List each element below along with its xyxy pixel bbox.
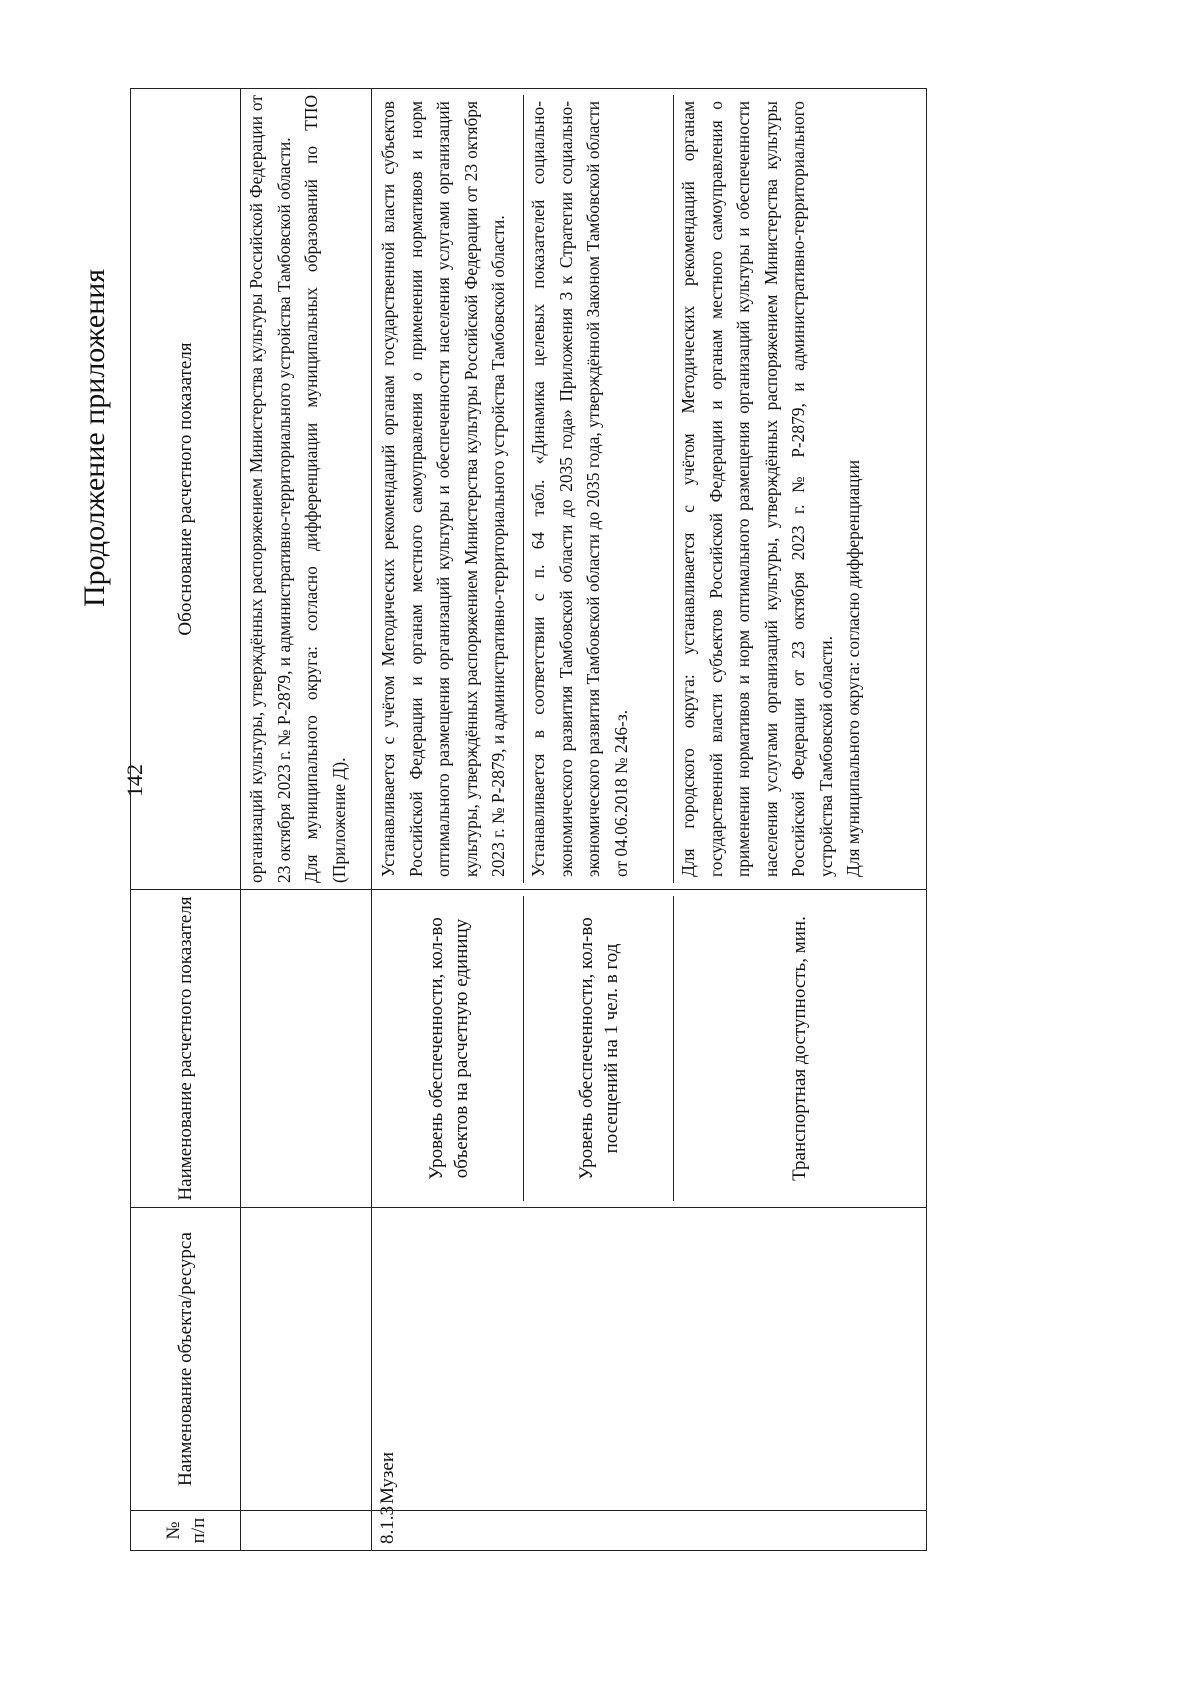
justification-supply-visits: Устанавливается в соответствии с п. 64 табл. «Динамика целевых показателей социально-экономического развития Тамбовской области до 2035 года» Приложения 3 к Стратегии социально-экономического развития Тамбовской области до 2035 года, утверждённой Законом Тамбовской области от 04.06.2018 № 246-з. [524,95,674,883]
table-header-row [131,89,241,1551]
table-row-continuation [241,89,372,1551]
continuation-justification-cell [241,89,372,890]
indicator-supply-visits: Уровень обеспеченности, кол-во посещений на 1 чел. в год [524,896,674,1201]
continuation-indicator-cell [241,890,372,1208]
justification-transport-access: Для городского округа: устанавливается с учётом Методических рекомендаций органам государственной власти субъектов Российской Федерации и органам местного самоуправления о применении нормативов и норм оптимального размещения организаций культуры и обеспеченности населения услугами организаций культуры, утверждённых распоряжением Министерства культуры Российской Федерации от 23 октября 2023 г. № Р-2879, и административно-территориального устройства Тамбовской области. Для муниципального округа: согласно дифференциации [678,101,863,877]
indicator-transport-access: Транспортная доступность, мин. [788,916,810,1181]
column-header-indicator: Наименование расчетного показателя [131,890,241,1208]
indicator-supply-objects: Уровень обеспеченности, кол-во объектов на расчетную единицу [374,896,524,1201]
justification-table [130,88,927,1551]
museums-object-cell: Музеи [372,1208,927,1511]
museums-number-cell: 8.1.3 [372,1511,927,1551]
museums-indicators-cell [372,890,927,1208]
page-header-title: Продолжение приложения [78,268,111,607]
column-header-justification: Обоснование расчетного показателя [131,89,241,890]
column-header-number: № п/п [131,1511,241,1551]
table-row-museums [372,89,927,1551]
continuation-number-cell [241,1511,372,1551]
justification-supply-objects: Устанавливается с учётом Методических рекомендаций органам государственной власти субъектов Российской Федерации и органам местного самоуправления о применении нормативов и норм оптимального размещения организаций культуры и обеспеченности населения услугами организаций культуры, утверждённых распоряжением Министерства культуры Российской Федерации от 23 октября 2023 г. № Р-2879, и административно-территориального устройства Тамбовской области. [374,95,524,883]
museums-justification-cell [372,89,927,890]
page-number: 142 [122,764,147,797]
continuation-justification-text: организаций культуры, утверждённых распоряжением Министерства культуры Российской Федерации от 23 октября 2023 г. № Р-2879, и административно-территориального устройства Тамбовской области. Для муниципального округа: согласно дифференциации муниципальных образований по ТПО (Приложение Д). [246,95,349,883]
continuation-object-cell [241,1208,372,1511]
column-header-object: Наименование объекта/ресурса [131,1208,241,1511]
